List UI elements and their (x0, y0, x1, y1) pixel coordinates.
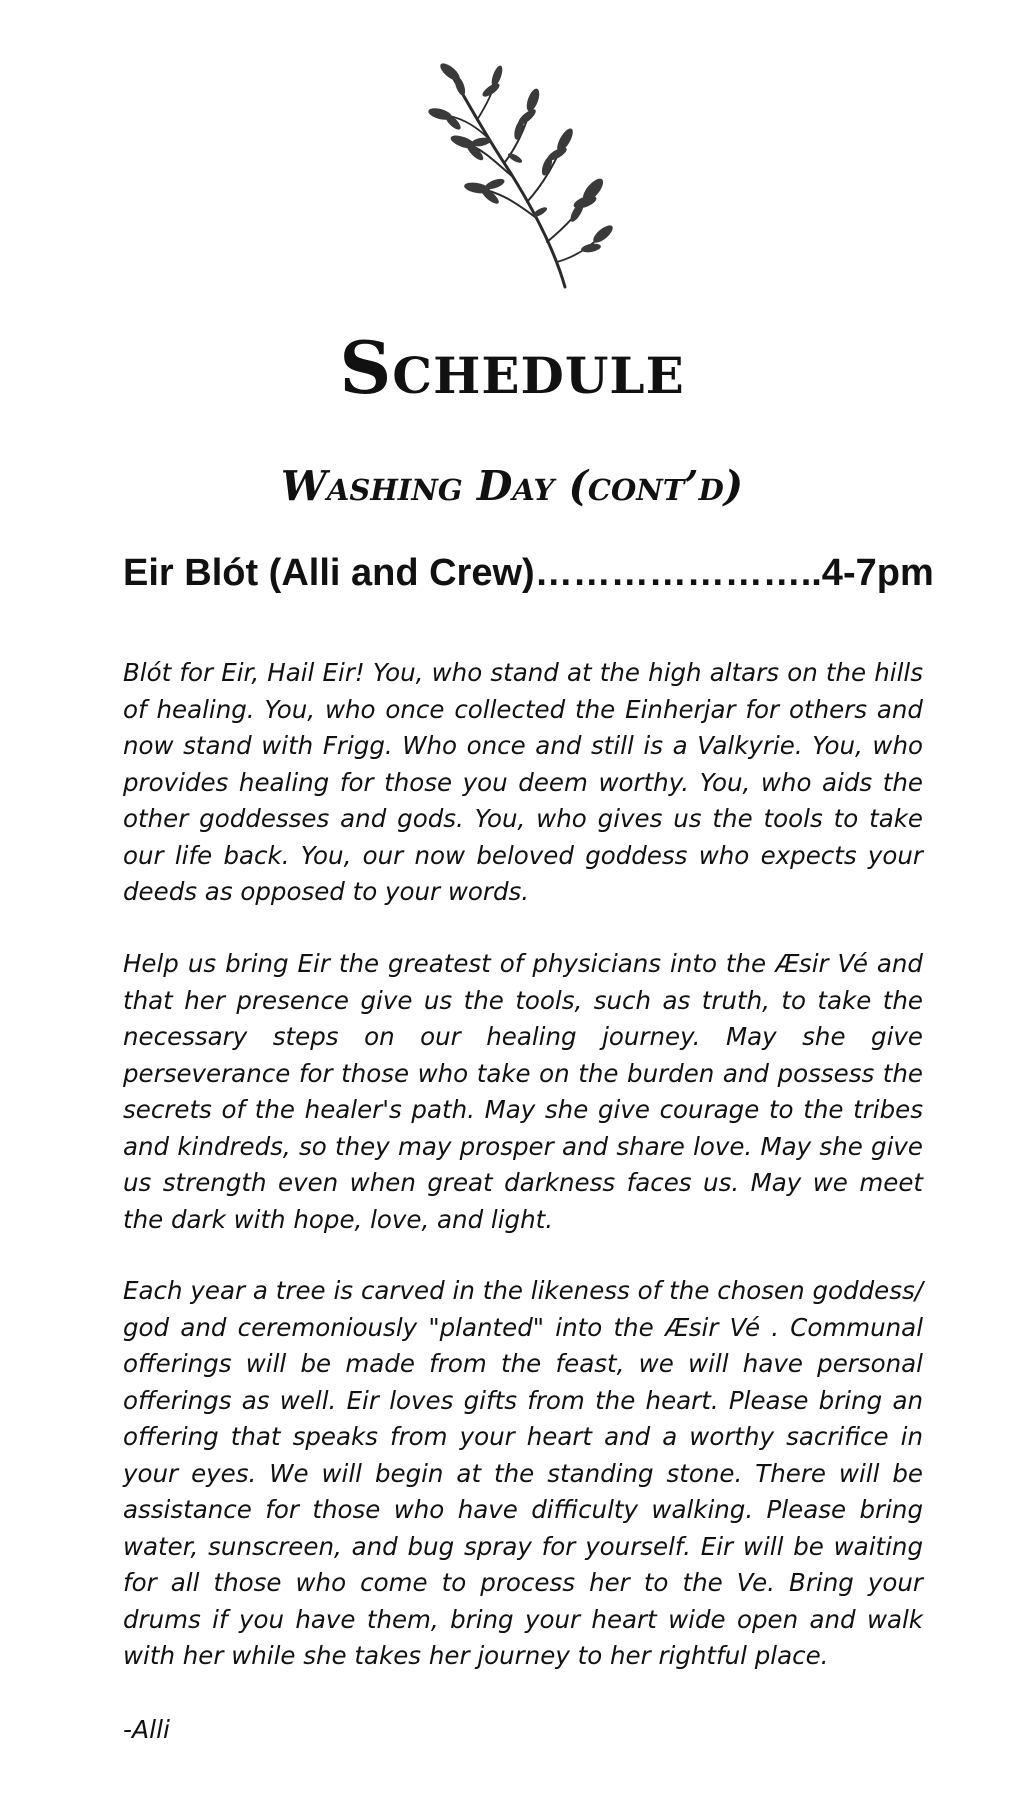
body-paragraph: Help us bring Eir the greatest of physicians into the Æsir Vé and that her presence give us the tools, such as truth, to take the necessary steps on our healing journey. May she give perseverance for those who take on the burden and possess the secrets of the healer's path. May she give courage to the tribes and kindreds, so they may prosper and share love. May she give us strength even when great darkness faces us. May we meet the dark with hope, love, and light. (123, 949, 923, 1234)
body-paragraph: Blót for Eir, Hail Eir! You, who stand at the high altars on the hills of healing. You, who once collected the Einherjar for others and now stand with Frigg. Who once and still is a Valkyrie. You, who provides healing for those you deem worthy. You, who aids the other goddesses and gods. You, who gives us the tools to take our life back. You, our now beloved goddess who expects your deeds as opposed to your words. (123, 658, 923, 906)
page-title: Schedule (339, 325, 685, 410)
signature: -Alli (123, 1715, 170, 1744)
page-subtitle: Washing Day (cont’d) (280, 462, 744, 510)
body-paragraph: Each year a tree is carved in the likeness of the chosen goddess/ god and ceremoniously "planted" into the Æsir Vé . Communal offerings will be made from the feast, we will have personal offerings as well. Eir loves gifts from the heart. Please bring an offering that speaks from your heart and a worthy sacrifice in your eyes. We will begin at the standing stone. There will be assistance for those who have difficulty walking. Please bring water, sunscreen, and bug spray for yourself. Eir will be waiting for all those who come to process her to the Ve. Bring your drums if you have them, bring your heart wide open and walk with her while she takes her journey to her rightful place. (123, 1276, 923, 1670)
event-heading: Eir Blót (Alli and Crew)…………………..4-7pm (123, 552, 934, 594)
herb-sprig-icon (415, 62, 625, 292)
